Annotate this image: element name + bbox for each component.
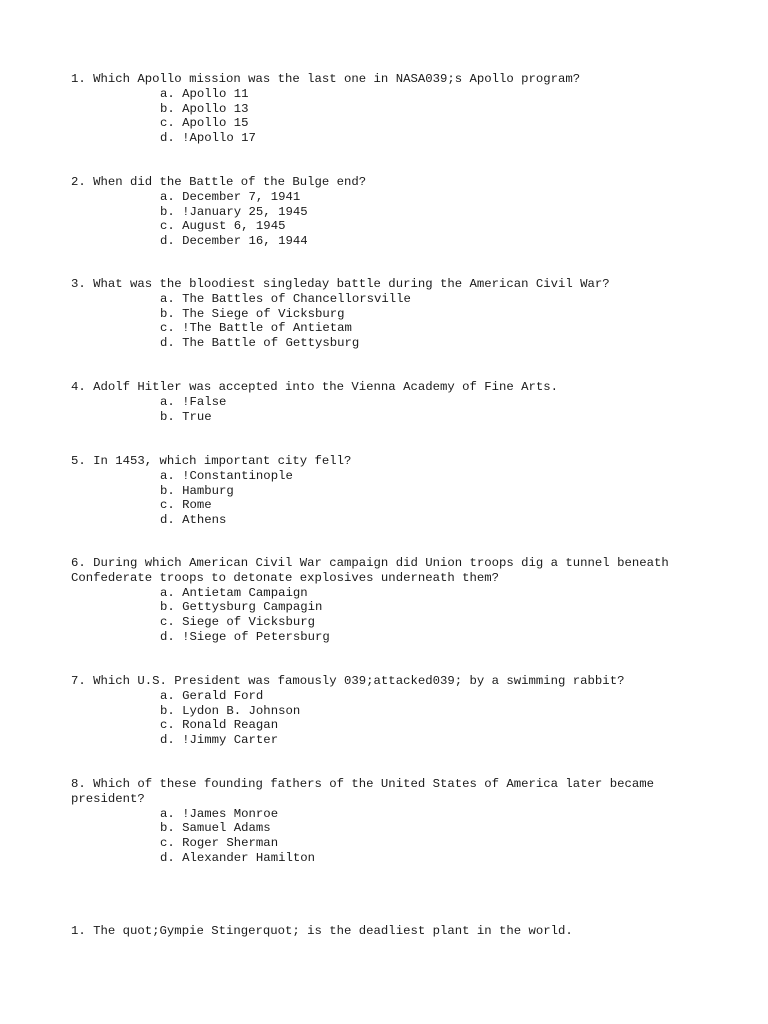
answer-option-d: d. Alexander Hamilton	[160, 850, 315, 865]
answer-option-b: b. Lydon B. Johnson	[160, 703, 301, 718]
question-text: 4. Adolf Hitler was accepted into the Vienna Academy of Fine Arts.	[71, 380, 559, 394]
answer-option-b: b. True	[160, 409, 212, 424]
question-text: 7. Which U.S. President was famously 039;attacked039; by a swimming rabbit?	[71, 674, 625, 688]
answer-option-b: b. Samuel Adams	[160, 821, 271, 836]
question-text: 3. What was the bloodiest singleday battle during the American Civil War?	[71, 277, 610, 291]
question-4	[71, 380, 701, 424]
answer-option-d: d. The Battle of Gettysburg	[160, 336, 360, 351]
answer-options	[71, 689, 701, 748]
answer-options	[71, 190, 701, 249]
question-text: 8. Which of these founding fathers of the United States of America later became president?	[71, 777, 662, 806]
answer-options	[71, 292, 701, 351]
answer-option-d: d. !Jimmy Carter	[160, 733, 279, 748]
answer-option-a: a. !Constantinople	[160, 468, 293, 483]
answer-option-d: d. Athens	[160, 513, 227, 528]
answer-options	[71, 395, 701, 425]
question-5	[71, 454, 701, 528]
answer-option-a: a. !James Monroe	[160, 806, 279, 821]
answer-option-a: a. December 7, 1941	[160, 189, 301, 204]
answer-option-a: a. The Battles of Chancellorsville	[160, 291, 411, 306]
answer-option-b: b. Hamburg	[160, 483, 234, 498]
question-1	[71, 72, 701, 146]
answer-option-a: a. Gerald Ford	[160, 688, 264, 703]
answer-option-d: d. December 16, 1944	[160, 234, 308, 249]
answer-options	[71, 586, 701, 645]
question-6	[71, 556, 701, 645]
answer-option-c: c. August 6, 1945	[160, 219, 286, 234]
answer-option-d: d. !Apollo 17	[160, 131, 256, 146]
question-text: 1. The quot;Gympie Stingerquot; is the deadliest plant in the world.	[71, 924, 573, 938]
question-text: 2. When did the Battle of the Bulge end?	[71, 175, 367, 189]
answer-options	[71, 807, 701, 866]
question-3	[71, 277, 701, 351]
answer-option-a: a. Apollo 11	[160, 86, 249, 101]
answer-option-c: c. Siege of Vicksburg	[160, 615, 315, 630]
answer-option-a: a. !False	[160, 394, 227, 409]
answer-option-b: b. Apollo 13	[160, 101, 249, 116]
answer-option-d: d. !Siege of Petersburg	[160, 629, 330, 644]
answer-options	[71, 87, 701, 146]
answer-option-c: c. Roger Sherman	[160, 836, 279, 851]
answer-option-c: c. Ronald Reagan	[160, 718, 279, 733]
answer-option-a: a. Antietam Campaign	[160, 585, 308, 600]
answer-option-c: c. Rome	[160, 498, 212, 513]
answer-options	[71, 469, 701, 528]
answer-option-c: c. !The Battle of Antietam	[160, 321, 352, 336]
question-text: 6. During which American Civil War campaign did Union troops dig a tunnel beneath Confederate troops to detonate explosives underneath them?	[71, 556, 677, 585]
answer-option-b: b. !January 25, 1945	[160, 204, 308, 219]
question-text: 1. Which Apollo mission was the last one in NASA039;s Apollo program?	[71, 72, 581, 86]
question-7	[71, 674, 701, 748]
question-2	[71, 175, 701, 249]
answer-option-b: b. The Siege of Vicksburg	[160, 306, 345, 321]
question-text: 5. In 1453, which important city fell?	[71, 454, 352, 468]
question-8	[71, 777, 701, 866]
answer-option-b: b. Gettysburg Campagin	[160, 600, 323, 615]
question-9	[71, 924, 701, 939]
answer-option-c: c. Apollo 15	[160, 116, 249, 131]
